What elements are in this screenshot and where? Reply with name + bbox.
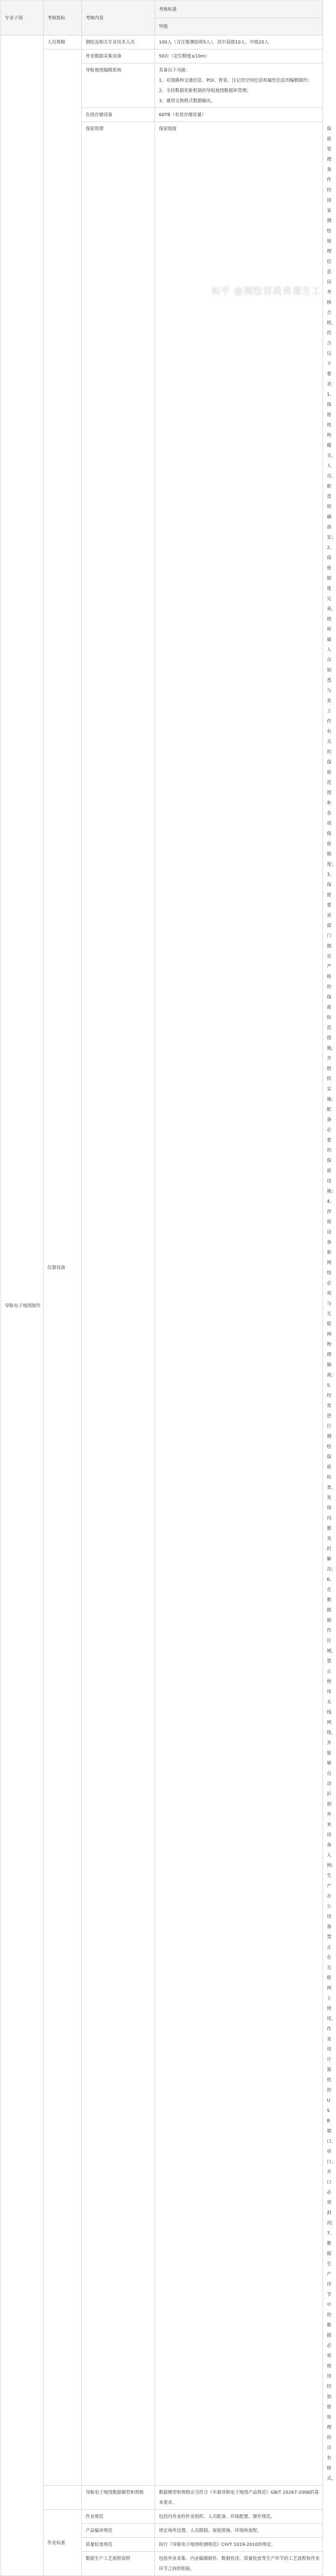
group-instrument: 仪器设备 bbox=[44, 49, 82, 2486]
standard-line: 规定场所设置、人员限制、保密措施、环境和流程。 bbox=[159, 2528, 262, 2533]
content-cell: 导航地图编辑系统 bbox=[82, 63, 155, 108]
content-cell: 保密制度 bbox=[155, 122, 323, 2486]
group-personnel: 人员规模 bbox=[44, 35, 82, 49]
standard-line: 数据模型和规格应当符合《车载导航电子地图产品规范》GB/T 20267-2006的基本要求。 bbox=[159, 2489, 319, 2505]
standard-cell bbox=[155, 49, 323, 63]
standard-line: 50台（定位精度≤10m） bbox=[159, 53, 210, 59]
standard-cell bbox=[155, 2486, 323, 2510]
standard-cell bbox=[155, 108, 323, 122]
group-security: 保密管理 bbox=[82, 122, 155, 2486]
subject-item-cell: 导航电子地图制作 bbox=[1, 35, 44, 2576]
standard-cell bbox=[155, 2552, 323, 2576]
header-indicator: 考核指标 bbox=[44, 1, 82, 35]
content-cell: 外业数据采集设备 bbox=[82, 49, 155, 63]
standard-cell bbox=[155, 63, 323, 108]
standard-line: 具备以下功能： bbox=[159, 67, 191, 73]
standard-line: 执行《导航电子地图检测规范》CH/T 1019-2010的规定。 bbox=[159, 2542, 276, 2547]
header-subject: 专业子项 bbox=[1, 1, 44, 35]
table-row bbox=[1, 35, 323, 49]
standard-line: 包括内外业的作业组织、人员配备、环境配置、操作规范。 bbox=[159, 2514, 275, 2519]
group-security-spacer bbox=[44, 2486, 82, 2510]
standard-line: 包括外业采集、内业编辑制作、数据传送、质量检查等生产环节的工艺流程和作业环节之间的衔接。 bbox=[159, 2556, 320, 2571]
standard-cell bbox=[155, 2538, 323, 2552]
content-cell: 导航电子地图数据模型和规格 bbox=[82, 2486, 155, 2510]
watermark: 知乎 @测绘资质勇课生工 bbox=[211, 286, 321, 297]
content-cell: 产品编译规范 bbox=[82, 2524, 155, 2538]
standard-line: 1、对道路和交通信息、POI、背景、注记的空间信息和属性信息的编辑制作； bbox=[159, 77, 312, 83]
qualification-standards-table bbox=[1, 1, 336, 2576]
content-cell: 测绘及相关专业技术人员 bbox=[82, 35, 155, 49]
standard-cell bbox=[155, 35, 323, 49]
standard-cell bbox=[155, 2510, 323, 2524]
content-cell: 作业规范 bbox=[82, 2510, 155, 2524]
table-row bbox=[1, 49, 323, 63]
content-cell: 数据生产工艺流程说明 bbox=[82, 2552, 155, 2576]
table-row bbox=[1, 2510, 323, 2524]
standard-line: 100人（含注册测绘师5人），其中高级10人、中级20人 bbox=[159, 39, 269, 45]
table-row bbox=[1, 2486, 323, 2510]
standard-cell bbox=[155, 2524, 323, 2538]
content-cell: 在线存储设备 bbox=[82, 108, 155, 122]
standard-line: 60TB（有效存储容量） bbox=[159, 112, 206, 117]
header-standard: 考核标准 bbox=[155, 1, 323, 18]
standard-line: 3、通用交换格式数据输出。 bbox=[159, 98, 215, 103]
header-content: 考核内容 bbox=[82, 1, 155, 35]
header-row-1 bbox=[1, 1, 323, 18]
header-grade: 甲级 bbox=[155, 18, 323, 35]
group-work: 作业标准 bbox=[44, 2510, 82, 2576]
table-row: 保密管理 保密制度 保密管理条件经国家测绘地理信息局考核合格，符合以下要求： 1、保密机构健全，人员、职责明确落实； 2、保密制度完善，使所属人员知悉与其工作有关的保密范围和各项保密制度； 3、保密要害部门制定严格的保密防范措施，并组织实施。配备必要的保密设施； 4、涉密设备和网络必须与互联网物理隔离； 5、经常进行测绘保密检查，发现问题及时解决； 6、在数据制作区域，禁止使用无线网络，并能够自动识别外来设备入网；生产办公设备禁止在互联网上使用，作业用计算机的USB端口、串口、并口必须封闭； 7、数据生产环节中的数据必须使用经加密处理的自有格式。 bbox=[1, 122, 323, 2486]
standard-line: 2、支持数据更新机制的导航地图数据库管理； bbox=[159, 88, 251, 93]
content-cell: 质量检查规范 bbox=[82, 2538, 155, 2552]
